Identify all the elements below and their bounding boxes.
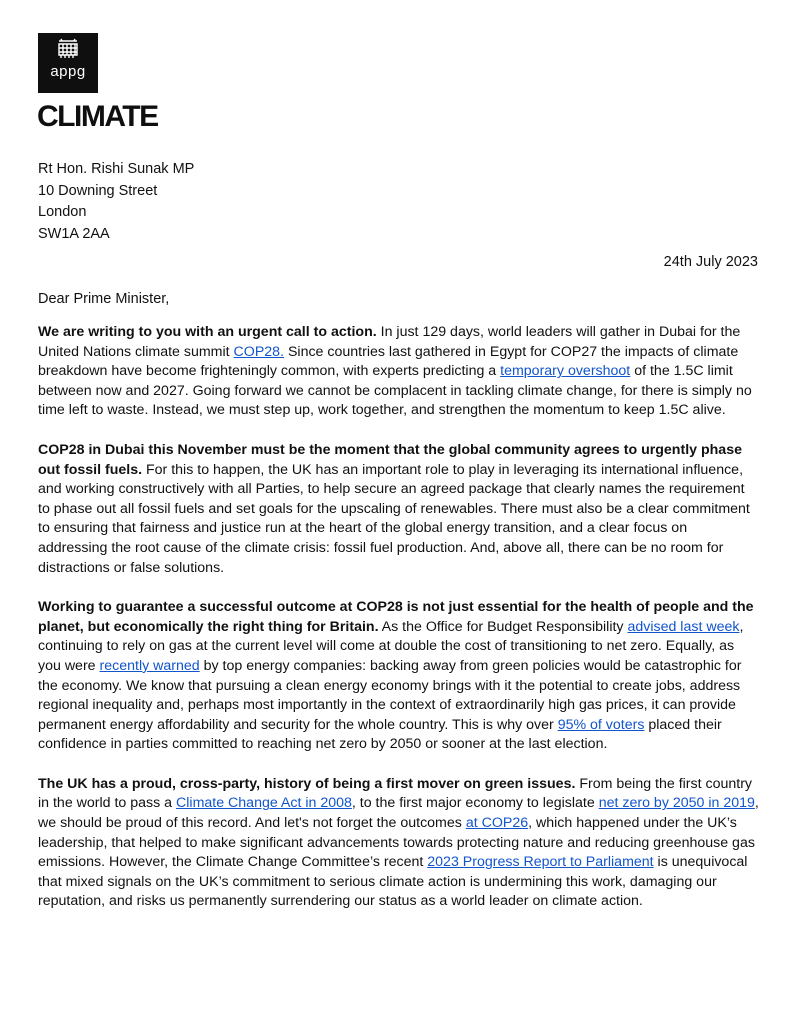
link-cop28[interactable]: COP28. xyxy=(233,343,285,360)
recipient-city: London xyxy=(38,204,87,220)
paragraph-lead: Working to guarantee a successful outcome at COP28 is not just essential for the health of people and the planet, but economically the right thing for Britain. xyxy=(38,599,754,635)
link-progress-report[interactable]: 2023 Progress Report to Parliament xyxy=(427,854,654,871)
link-advised-last-week[interactable]: advised last week xyxy=(627,618,740,635)
link-net-zero-2050[interactable]: net zero by 2050 in 2019 xyxy=(598,795,755,812)
paragraph-first-mover: The UK has a proud, cross-party, history of being a first mover on green issues. From being the first country in the world to pass a Climate Change Act in 2008, to the first major economy to legislate net zero by 2050 in 2019, we should be proud of this record. And let's not forget the outcomes at COP26, which happened under the UK’s leadership, that helped to make significant advancements towards protecting nature and reducing greenhouse gas emissions. However, the Climate Change Committee’s recent 2023 Progress Report to Parliament is unequivocal that mixed signals on the UK’s commitment to serious climate action is undermining this work, damaging our reputation, and risks us permanently surrendering our status as a world leader on climate action. xyxy=(38,775,759,910)
paragraph-lead: COP28 in Dubai this November must be the moment that the global community agrees to urgently phase out fossil fuels. xyxy=(38,441,742,478)
logo-appg-text: appg xyxy=(50,63,86,80)
recipient-street: 10 Downing Street xyxy=(38,182,158,199)
recipient-name: Rt Hon. Rishi Sunak MP xyxy=(38,161,195,177)
appg-logo xyxy=(38,33,98,93)
paragraph-urgent-call: We are writing to you with an urgent call to action. In just 129 days, world leaders will gather in Dubai for the United Nations climate summit COP28. Since countries last gathered in Egypt for COP27 the impacts of climate breakdown have become frighteningly common, with experts predicting a temporary overshoot of the 1.5C limit between now and 2027. Going forward we cannot be complacent in tackling climate change, for there is simply no time left to waste. Instead, we must step up, work together, and strengthen the momentum to keep 1.5C alive. xyxy=(38,324,752,419)
portcullis-icon xyxy=(56,38,80,60)
link-recently-warned[interactable]: recently warned xyxy=(99,657,200,674)
link-climate-change-act[interactable]: Climate Change Act in 2008 xyxy=(176,795,352,812)
link-95-percent-voters[interactable]: 95% of voters xyxy=(557,716,645,733)
paragraph-phase-out: COP28 in Dubai this November must be the moment that the global community agrees to urgently phase out fossil fuels. For this to happen, the UK has an important role to play in leveraging its international influence, and working constructively with all Parties, to help secure an agreed package that clearly names the requirement to phase out all fossil fuels and set goals for the upscaling of renewables. There must also be a clear commitment to ensuring that fairness and justice run at the heart of the global energy transition, and a clear focus on addressing the root cause of the climate crisis: fossil fuel production. And, above all, there can be no room for distractions or false solutions. xyxy=(38,441,750,576)
letter-body xyxy=(38,323,760,932)
link-temporary-overshoot[interactable]: temporary overshoot xyxy=(500,363,631,380)
letter-date: 24th July 2023 xyxy=(663,254,758,270)
link-at-cop26[interactable]: at COP26 xyxy=(465,815,529,832)
logo-climate-text: CLIMATE xyxy=(37,100,158,133)
paragraph-lead: We are writing to you with an urgent call to action. xyxy=(38,324,377,340)
paragraph-economics: Working to guarantee a successful outcome at COP28 is not just essential for the health of people and the planet, but economically the right thing for Britain. As the Office for Budget Responsibility advised last week, continuing to rely on gas at the current level will come at double the cost of transitioning to net zero. Equally, as you were recently warned by top energy companies: backing away from green policies would be catastrophic for the economy. We know that pursuing a clean energy economy brings with it the potential to create jobs, address regional inequality and, perhaps most importantly in the context of extraordinarily high gas prices, it can provide permanent energy affordability and security for the whole country. This is why over 95% of voters placed their confidence in parties committed to reaching net zero by 2050 or sooner at the last election. xyxy=(38,599,754,753)
paragraph-lead: The UK has a proud, cross-party, history of being a first mover on green issues. xyxy=(38,775,576,792)
recipient-postcode: SW1A 2AA xyxy=(38,225,110,242)
salutation: Dear Prime Minister, xyxy=(38,291,170,307)
recipient-address xyxy=(38,159,194,245)
